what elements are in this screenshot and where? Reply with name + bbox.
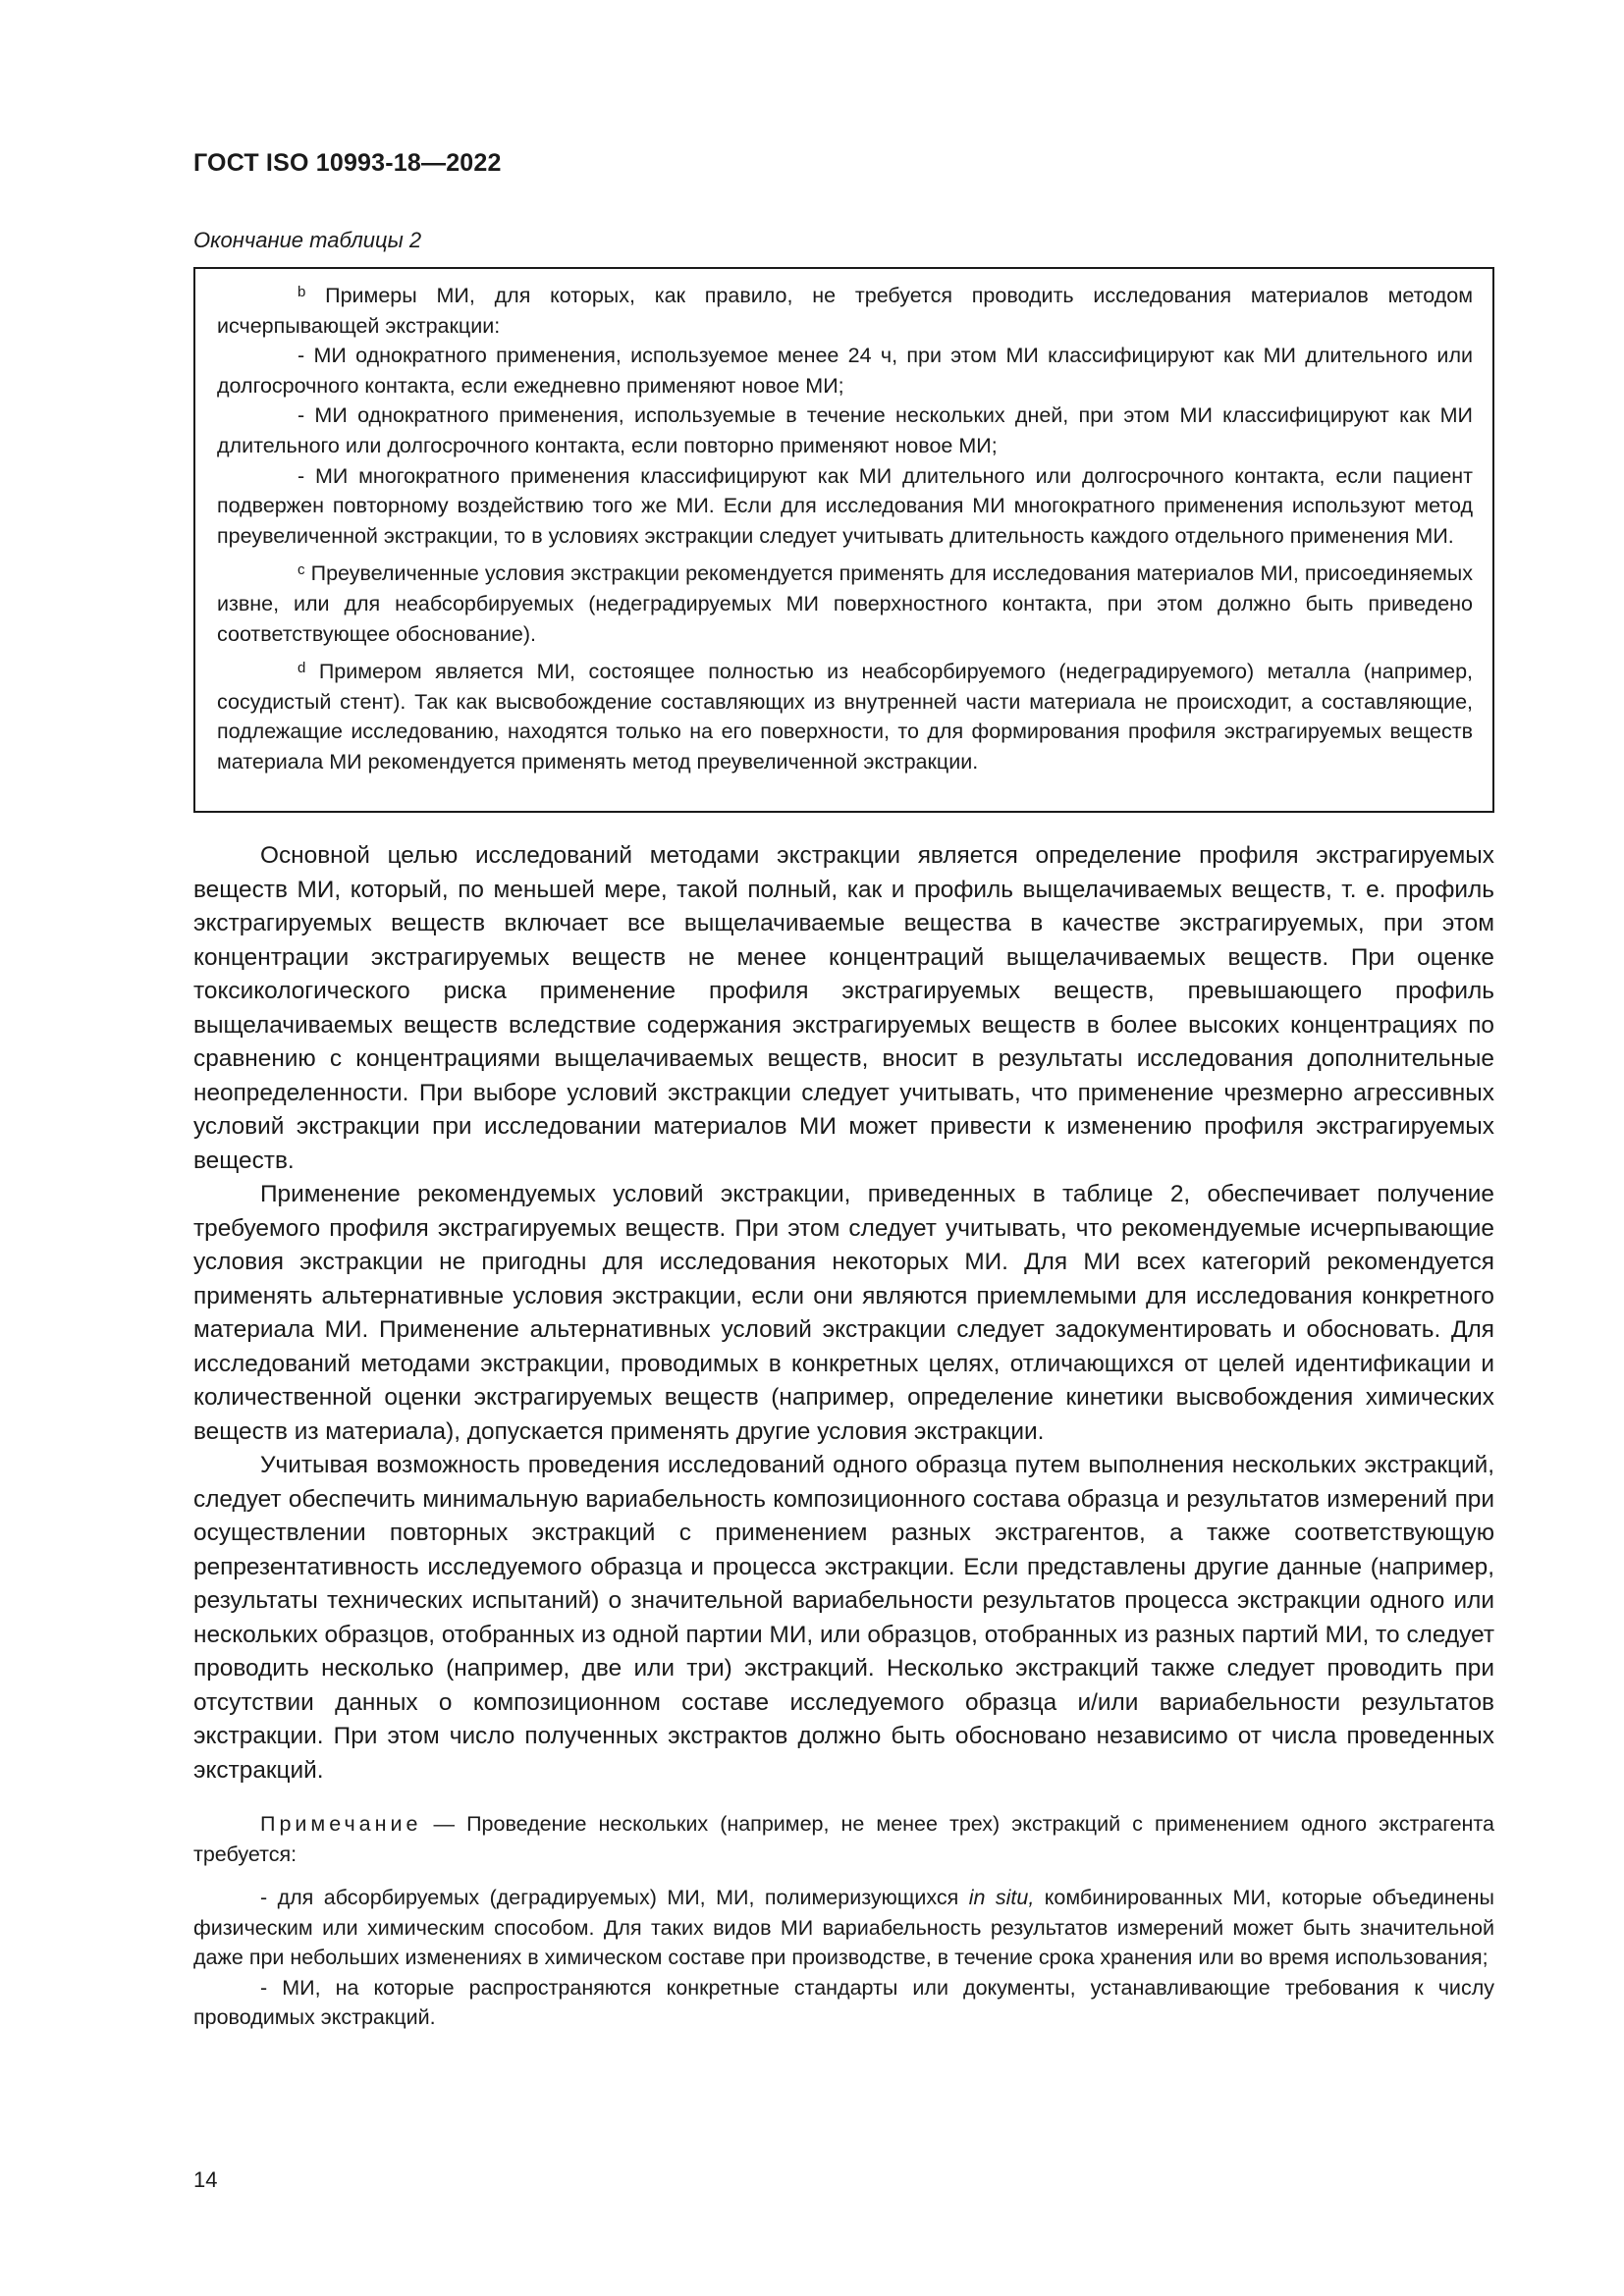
- footnote-marker: b: [298, 284, 306, 300]
- footnote-b: [217, 281, 1473, 341]
- footnote-text: Примеры МИ, для которых, как правило, не требуется проводить исследования материалов методом исчерпывающей экстракции:: [217, 284, 1473, 338]
- footnote-b-item: - МИ однократного применения, используемое менее 24 ч, при этом МИ классифицируют как МИ длительного или долгосрочного контакта, если ежедневно применяют новое МИ;: [217, 344, 1473, 398]
- note-intro: [193, 1809, 1494, 1869]
- footnote-marker: d: [298, 660, 306, 677]
- footnote-b-item: - МИ многократного применения классифицируют как МИ длительного или долгосрочного контакта, если пациент подвержен повторному воздействию того же МИ. Если для исследования МИ многократного применения используют метод преувеличенной экстракции, то в условиях экстракции следует учитывать длительность каждого отдельного применения МИ.: [217, 463, 1473, 548]
- footnote-text: Примером является МИ, состоящее полностью из неабсорбируемого (недеградируемого) металла (например, сосудистый стент). Так как высвобождение составляющих из внутренней части материала не происходит, а составляющие, подлежащие исследованию, находятся только на его поверхности, то для формирования профиля экстрагируемых веществ материала МИ рекомендуется применять метод преувеличенной экстракции.: [217, 660, 1473, 774]
- note-item: [193, 1883, 1494, 1973]
- footnote-text: Преувеличенные условия экстракции рекомендуется применять для исследования материалов МИ, присоединяемых извне, или для неабсорбируемых (недеградируемых МИ поверхностного контакта, при этом должно быть приведено соответствующее обоснование).: [217, 561, 1473, 646]
- paragraph: Основной целью исследований методами экстракции является определение профиля экстрагируемых веществ МИ, который, по меньшей мере, такой полный, как и профиль выщелачиваемых веществ, т. е. профиль экстрагируемых веществ включает все выщелачиваемые вещества в качестве экстрагируемых, при этом концентрации экстрагируемых веществ не менее концентраций выщелачиваемых веществ. При оценке токсикологического риска применение профиля экстрагируемых веществ, превышающего профиль выщелачиваемых веществ вследствие содержания экстрагируемых веществ в более высоких концентрациях по сравнению с концентрациями выщелачиваемых веществ, вносит в результаты исследования дополнительные неопределенности. При выборе условий экстракции следует учитывать, что применение чрезмерно агрессивных условий экстракции при исследовании материалов МИ может привести к изменению профиля экстрагируемых веществ.: [193, 842, 1494, 1174]
- table-footnotes-box: [193, 267, 1494, 813]
- footnote-marker: c: [298, 561, 305, 579]
- note-item-text: - для абсорбируемых (деградируемых) МИ, МИ, полимеризующихся: [260, 1886, 969, 1909]
- note-item: - МИ, на которые распространяются конкретные стандарты или документы, устанавливающие требования к числу проводимых экстракций.: [193, 1975, 1494, 2029]
- table-caption: Окончание таблицы 2: [193, 228, 422, 252]
- paragraph: Учитывая возможность проведения исследований одного образца путем выполнения нескольких экстракций, следует обеспечить минимальную вариабельность композиционного состава образца и результатов измерений при осуществлении повторных экстракций с применением разных экстрагентов, а также соответствующую репрезентативность исследуемого образца и процесса экстракции. Если представлены другие данные (например, результаты технических испытаний) о значительной вариабельности результатов процесса экстракции одного или нескольких образцов, отобранных из одной партии МИ, или образцов, отобранных из разных партий МИ, то следует проводить несколько (например, две или три) экстракций. Несколько экстракций также следует проводить при отсутствии данных о композиционном составе исследуемого образца и/или вариабельности результатов экстракции. При этом число полученных экстрактов должно быть обосновано независимо от числа проведенных экстракций.: [193, 1452, 1494, 1784]
- note-item-text: комбинированных МИ, которые объединены физическим или химическим способом. Для таких видов МИ вариабельность результатов измерений может быть значительной даже при небольших изменениях в химическом составе при производстве, в течение срока хранения или во время использования;: [193, 1886, 1494, 1969]
- page-number: 14: [193, 2167, 218, 2192]
- footnote-c: [217, 559, 1473, 649]
- note-text: — Проведение нескольких (например, не менее трех) экстракций с применением одного экстрагента требуется:: [193, 1812, 1494, 1866]
- body-text: [193, 839, 1494, 1788]
- note-label: Примечание: [260, 1812, 422, 1836]
- paragraph: Применение рекомендуемых условий экстракции, приведенных в таблице 2, обеспечивает получение требуемого профиля экстрагируемых веществ. При этом следует учитывать, что рекомендуемые исчерпывающие условия экстракции не пригодны для исследования некоторых МИ. Для МИ всех категорий рекомендуется применять альтернативные условия экстракции, если они являются приемлемыми для исследования конкретного материала МИ. Применение альтернативных условий экстракции следует задокументировать и обосновать. Для исследований методами экстракции, проводимых в конкретных целях, отличающихся от целей идентификации и количественной оценки экстрагируемых веществ (например, определение кинетики высвобождения химических веществ из материала), допускается применять другие условия экстракции.: [193, 1181, 1494, 1445]
- footnote-b-item: - МИ однократного применения, используемые в течение нескольких дней, при этом МИ классифицируют как МИ длительного или долгосрочного контакта, если повторно применяют новое МИ;: [217, 403, 1473, 457]
- document-header: ГОСТ ISO 10993-18—2022: [193, 149, 502, 177]
- note-item-italic: in situ,: [968, 1886, 1035, 1909]
- note-block: [193, 1809, 1494, 2033]
- footnote-d: [217, 657, 1473, 776]
